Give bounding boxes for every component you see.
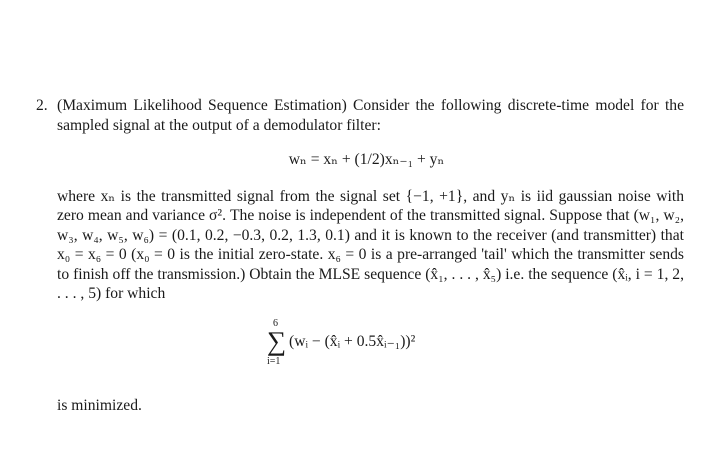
model-equation: wₙ = xₙ + (1/2)xₙ₋₁ + yₙ xyxy=(288,151,445,168)
closing-text: is minimized. xyxy=(57,396,142,414)
sigma-symbol: ∑ xyxy=(267,325,287,356)
sum-lower-limit: i=1 xyxy=(267,355,281,367)
sum-expression: (wᵢ − (x̂ᵢ + 0.5x̂ᵢ₋₁))² xyxy=(289,332,416,350)
problem-intro: (Maximum Likelihood Sequence Estimation) Consider the following discrete-time model for the sampled signal at the output of a demodulator filter: xyxy=(57,97,684,134)
problem-number: 2. xyxy=(36,97,48,114)
problem-text xyxy=(57,96,684,415)
objective-sum xyxy=(57,318,684,382)
sum-upper-limit: 6 xyxy=(273,317,278,329)
problem-description: where xₙ is the transmitted signal from the signal set {−1, +1}, and yₙ is iid gaussian noise with zero mean and variance σ². The noise is independent of the transmitted signal. Suppose that (w₁, w₂, w₃, w₄, w₅, w₆) = (0.1, 0.2, −0.3, 0.2, 1.3, 0.1) and it is known to the receiver (and transmitter) that x₀ = x₆ = 0 (x₀ = 0 is the initial zero-state. x₆ = 0 is a pre-arranged 'tail' which the transmitter sends to finish off the transmission.) Obtain the MLSE sequence (x̂₁, . . . , x̂₅) i.e. the sequence (x̂ᵢ, i = 1, 2, . . . , 5) for which xyxy=(57,187,684,302)
problem-2 xyxy=(36,96,684,415)
